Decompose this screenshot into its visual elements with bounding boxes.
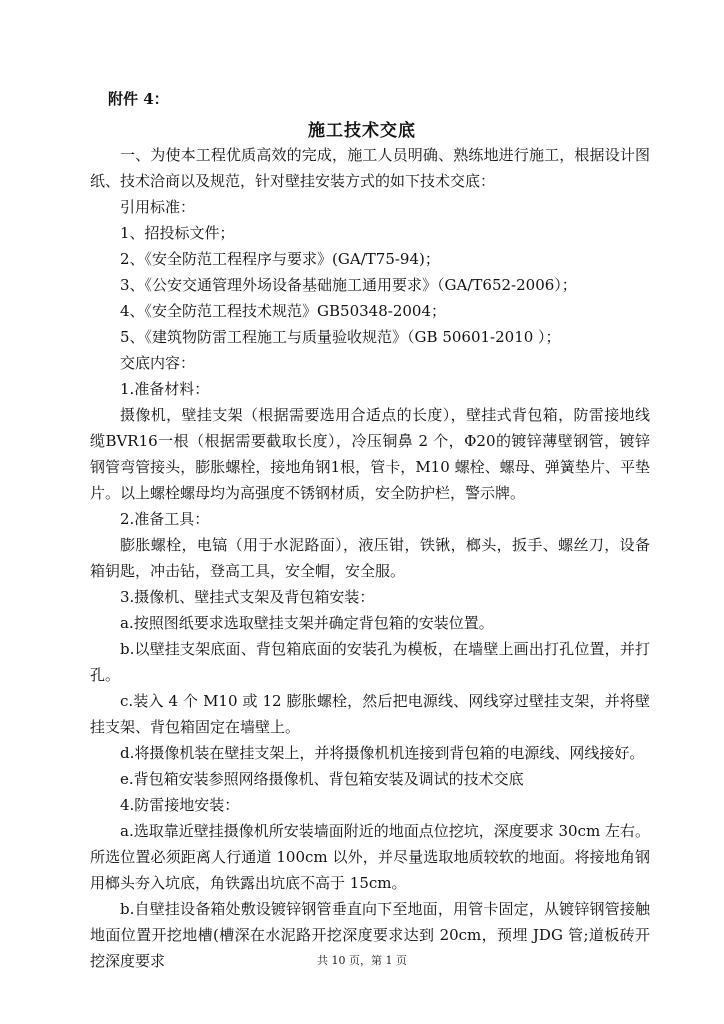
intro-paragraph: 一、为使本工程优质高效的完成，施工人员明确、熟练地进行施工，根据设计图纸、技术洽商以及规范，针对壁挂安装方式的如下技术交底： [90,146,650,190]
page-footer: 共 10 页，第 1 页 [317,954,407,967]
standard-item: 1、招投标文件； [120,224,235,242]
grounding-paragraph: a.选取靠近壁挂摄像机所安装墙面附近的地面点位挖坑，深度要求 30cm 左右。所选位置必须距离人行通道 100cm 以外，并尽量选取地质较软的地面。将接地角钢用榔头夯入坑底，角铁露出坑底不高于 15cm。 [90,822,650,892]
attachment-label: 附件 4： [108,90,169,108]
section-heading: 2.准备工具： [120,510,210,528]
step-item: a.按照图纸要求选取壁挂支架并确定背包箱的安装位置。 [120,614,494,632]
section-heading: 1.准备材料： [120,380,210,398]
standard-item: 2、《安全防范工程程序与要求》(GA/T75-94)； [120,250,440,268]
content-heading: 交底内容： [120,354,196,372]
document-body [90,142,650,974]
step-item: e.背包箱安装参照网络摄像机、背包箱安装及调试的技术交底 [120,770,524,788]
step-item: d.将摄像机装在壁挂支架上，并将摄像机机连接到背包箱的电源线、网线接好。 [120,744,645,762]
page-title: 施工技术交底 [308,121,416,141]
grounding-paragraph: b.自壁挂设备箱处敷设镀锌钢管垂直向下至地面，用管卡固定，从镀锌钢管接触地面位置开挖地槽(槽深在水泥路开挖深度要求达到 20cm，预埋 JDG 管;道板砖开挖深度要求 [90,900,650,970]
standard-item: 4、《安全防范工程技术规范》GB50348-2004； [120,302,447,320]
section-heading: 4.防雷接地安装： [120,796,240,814]
standard-item: 5、《建筑物防雷工程施工与质量验收规范》（GB 50601-2010 ）； [120,328,561,346]
section-heading: 3.摄像机、壁挂式支架及背包箱安装： [120,588,375,606]
standards-heading: 引用标准： [120,198,196,216]
materials-paragraph: 摄像机，壁挂支架（根据需要选用合适点的长度），壁挂式背包箱，防雷接地线缆BVR16一根（根据需要截取长度），冷压铜鼻 2 个，Φ20的镀锌薄壁钢管，镀锌钢管弯管接头，膨胀螺栓，接地角钢1根，管卡，M10 螺栓、螺母、弹簧垫片、平垫片。以上螺栓螺母均为高强度不锈钢材质，安全防护栏，警示牌。 [90,406,650,502]
tools-paragraph: 膨胀螺栓，电镐（用于水泥路面），液压钳，铁锹，榔头，扳手、螺丝刀，设备箱钥匙，冲击钻，登高工具，安全帽，安全服。 [90,536,650,580]
step-item: c.装入 4 个 M10 或 12 膨胀螺栓，然后把电源线、网线穿过壁挂支架，并将壁挂支架、背包箱固定在墙壁上。 [90,692,650,736]
standard-item: 3、《公安交通管理外场设备基础施工通用要求》（GA/T652-2006）； [120,276,577,294]
step-item: b.以壁挂支架底面、背包箱底面的安装孔为模板，在墙壁上画出打孔位置，并打孔。 [90,640,650,684]
